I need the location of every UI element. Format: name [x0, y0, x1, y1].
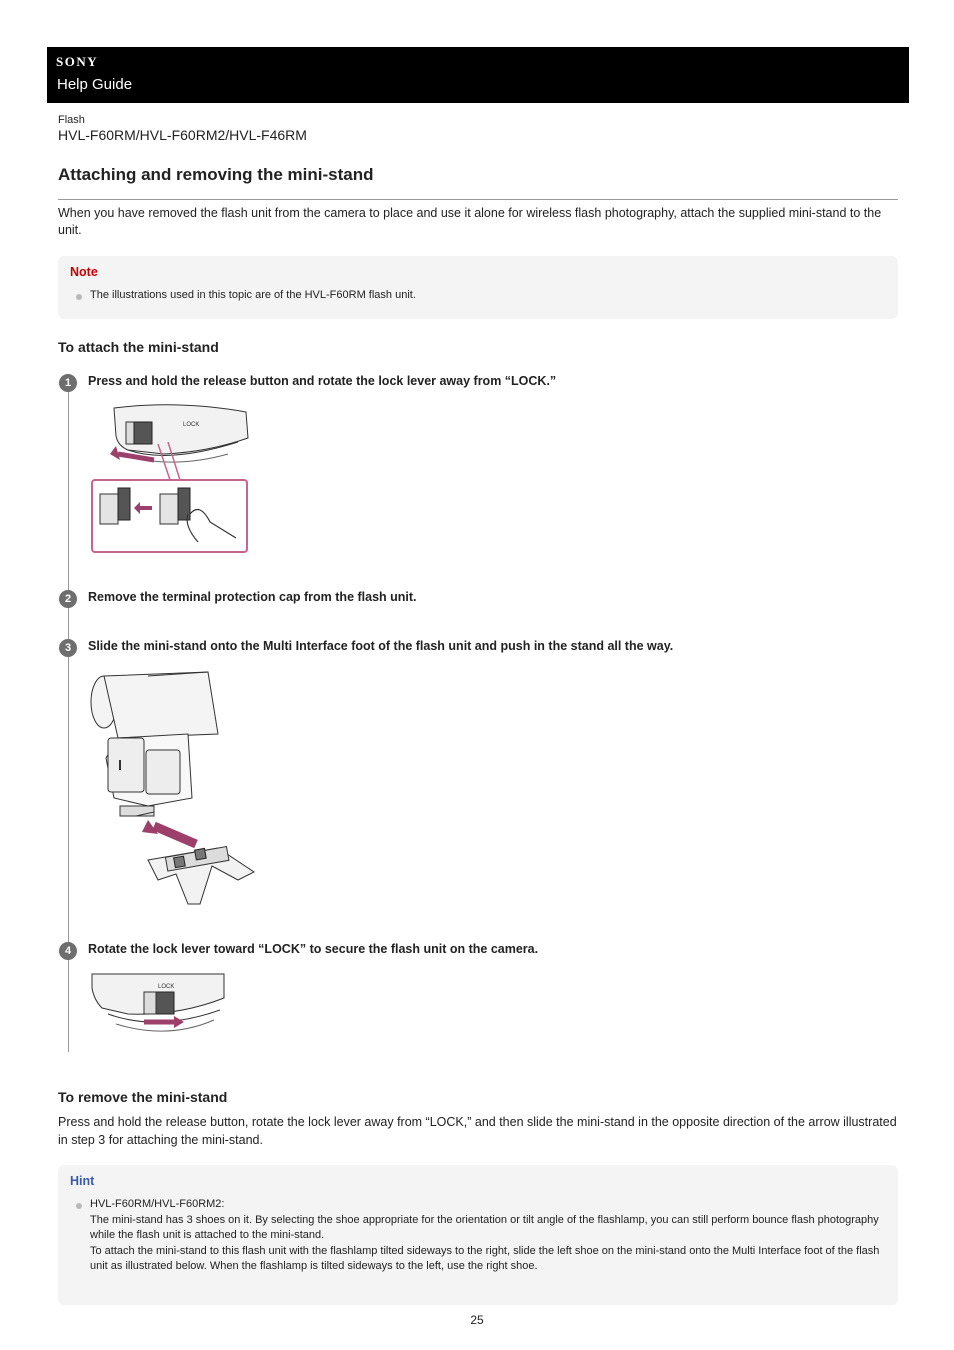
release-lever-figure: [88, 402, 252, 556]
note-label: Note: [70, 265, 98, 279]
flash-and-ministand-figure: [88, 668, 260, 910]
note-box: [58, 256, 898, 319]
intro-text: When you have removed the flash unit from the camera to place and use it alone for wireless flash photography, attach the supplied mini-stand to the unit.: [58, 206, 882, 237]
step-3-number: 3: [59, 639, 77, 657]
hint-line: To attach the mini-stand to this flash unit with the flashlamp tilted sideways to the right, slide the left shoe on the mini-stand onto the Multi Interface foot of the flash unit as illustrated below. When the flashlamp is tilted sideways to the left, use the right shoe.: [90, 1244, 880, 1272]
breadcrumb-model: HVL-F60RM/HVL-F60RM2/HVL-F46RM: [58, 127, 307, 143]
lock-label-2: LOCK: [158, 984, 175, 990]
step-1-text: Press and hold the release button and rotate the lock lever away from “LOCK.”: [88, 374, 557, 388]
remove-text: Press and hold the release button, rotate the lock lever away from “LOCK,” and then slide the mini-stand in the opposite direction of the arrow illustrated in step 3 for attaching the mini-stand.: [58, 1115, 897, 1147]
hint-text: [90, 1197, 890, 1275]
step-1-number: 1: [59, 374, 77, 392]
bullet-icon: [76, 1203, 82, 1209]
page-number: 25: [470, 1313, 484, 1327]
hint-label: Hint: [70, 1174, 95, 1188]
title-divider: [58, 199, 898, 200]
step-3-text: Slide the mini-stand onto the Multi Interface foot of the flash unit and push in the stand all the way.: [88, 639, 674, 653]
hint-line: HVL-F60RM/HVL-F60RM2:: [90, 1198, 225, 1210]
breadcrumb-category: Flash: [58, 114, 85, 126]
page-title: Attaching and removing the mini-stand: [58, 165, 374, 184]
hint-line: The mini-stand has 3 shoes on it. By selecting the shoe appropriate for the orientation or tilt angle of the flashlamp, you can still perform bounce flash photography while the flash unit is attached to the mini-stand.: [90, 1213, 879, 1241]
header-bar: [47, 47, 909, 103]
step-2-text: Remove the terminal protection cap from the flash unit.: [88, 590, 417, 604]
hint-box: [58, 1165, 898, 1305]
lock-lever-figure: [88, 970, 228, 1040]
remove-heading: To remove the mini-stand: [58, 1089, 228, 1105]
step-4-text: Rotate the lock lever toward “LOCK” to secure the flash unit on the camera.: [88, 942, 539, 956]
attach-heading: To attach the mini-stand: [58, 339, 219, 355]
step-4-number: 4: [59, 942, 77, 960]
lock-label: LOCK: [183, 422, 200, 428]
step-2-number: 2: [59, 590, 77, 608]
bullet-icon: [76, 294, 82, 300]
help-guide-title[interactable]: Help Guide: [57, 76, 133, 93]
note-item: The illustrations used in this topic are of the HVL-F60RM flash unit.: [90, 289, 416, 301]
sony-logo: SONY: [56, 54, 99, 69]
